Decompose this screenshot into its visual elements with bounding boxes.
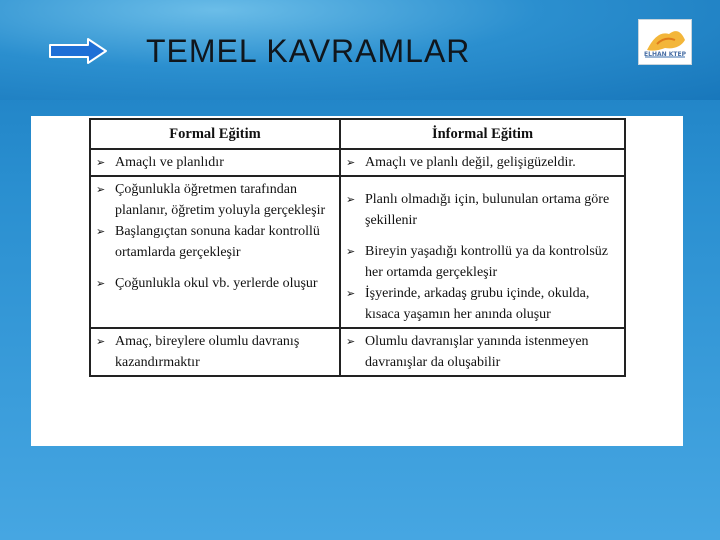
arrow-bullet-icon: ➢ xyxy=(96,183,106,196)
table-cell xyxy=(90,328,340,376)
table-cell xyxy=(340,328,625,376)
header-formal: Formal Eğitim xyxy=(90,119,340,149)
header-informal: İnformal Eğitim xyxy=(340,119,625,149)
slide-title: TEMEL KAVRAMLAR xyxy=(146,33,471,69)
list-item: ➢ Olumlu davranışlar yanında istenmeyen davranışlar da oluşabilir xyxy=(345,331,620,373)
table-row xyxy=(90,149,625,176)
arrow-bullet-icon: ➢ xyxy=(346,335,356,348)
logo xyxy=(638,19,692,65)
arrow-bullet-icon: ➢ xyxy=(346,245,356,258)
arrow-bullet-icon: ➢ xyxy=(96,277,106,290)
list-item: ➢ İşyerinde, arkadaş grubu içinde, okulda, kısaca yaşamın her anında oluşur xyxy=(345,283,620,325)
table-row xyxy=(90,176,625,328)
arrow-bullet-icon: ➢ xyxy=(96,225,106,238)
table-row xyxy=(90,328,625,376)
content-panel xyxy=(31,116,683,446)
list-item: ➢ Planlı olmadığı için, bulunulan ortama göre şekillenir xyxy=(345,189,620,231)
list-item: ➢ Amaç, bireylere olumlu davranış kazandırmaktır xyxy=(95,331,335,373)
list-item: ➢ Amaçlı ve planlıdır xyxy=(95,152,335,173)
table-cell xyxy=(340,149,625,176)
table-cell xyxy=(90,149,340,176)
table-cell xyxy=(90,176,340,328)
arrow-bullet-icon: ➢ xyxy=(346,156,356,169)
arrow-bullet-icon: ➢ xyxy=(346,193,356,206)
list-item: ➢ Bireyin yaşadığı kontrollü ya da kontrolsüz her ortamda gerçekleşir xyxy=(345,241,620,283)
arrow-bullet-icon: ➢ xyxy=(96,335,106,348)
right-arrow-icon xyxy=(48,37,108,65)
list-item: ➢ Başlangıçtan sonuna kadar kontrollü ortamlarda gerçekleşir xyxy=(95,221,335,263)
logo-text: ELHAN KTEP xyxy=(644,51,686,58)
list-item: ➢ Çoğunlukla öğretmen tarafından planlanır, öğretim yoluyla gerçekleşir xyxy=(95,179,335,221)
arrow-bullet-icon: ➢ xyxy=(346,287,356,300)
comparison-table xyxy=(89,118,626,377)
list-item: ➢ Amaçlı ve planlı değil, gelişigüzeldir. xyxy=(345,152,620,173)
list-item: ➢ Çoğunlukla okul vb. yerlerde oluşur xyxy=(95,273,335,294)
table-cell xyxy=(340,176,625,328)
table-header-row xyxy=(90,119,625,149)
arrow-bullet-icon: ➢ xyxy=(96,156,106,169)
